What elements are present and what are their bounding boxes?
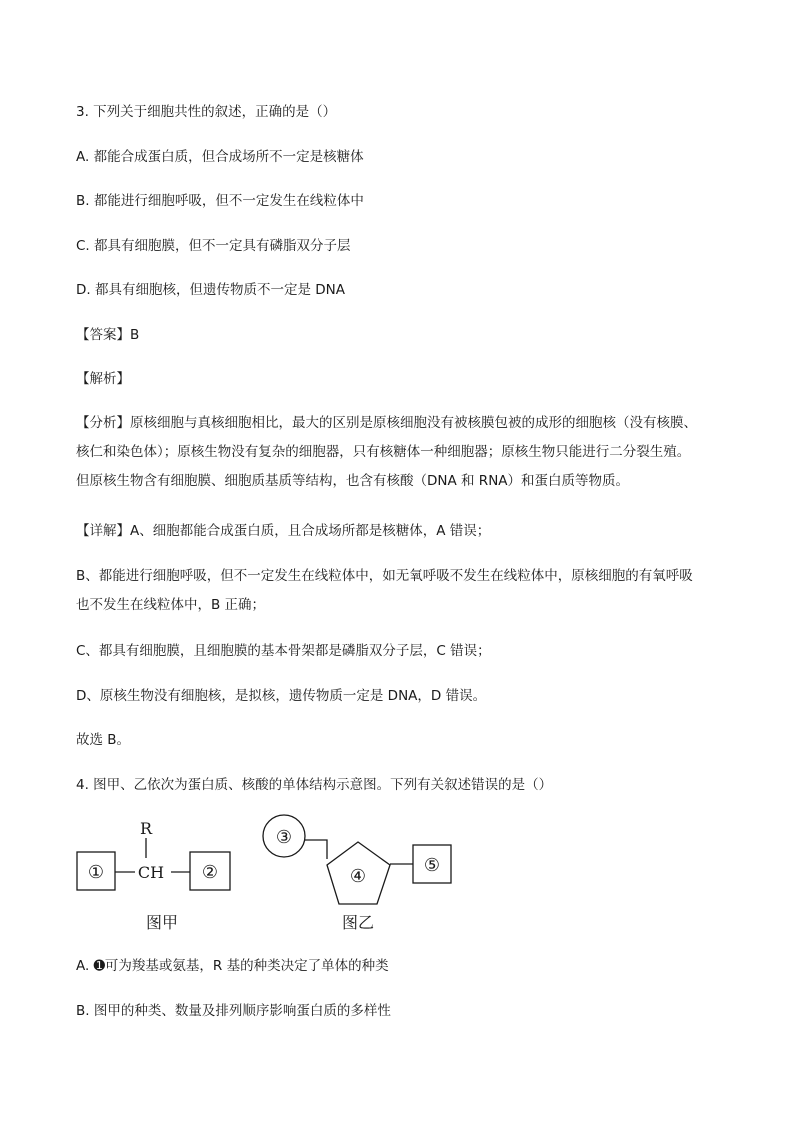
- q3-detail-d: D、原核生物没有细胞核，是拟核，遗传物质一定是 DNA，D 错误。: [76, 688, 487, 704]
- label-3: ③: [275, 827, 293, 848]
- label-4: ④: [349, 866, 367, 887]
- ch-label: CH: [137, 863, 165, 882]
- q3-detail-b: [76, 562, 721, 620]
- q3-option-a: A. 都能合成蛋白质，但合成场所不一定是核糖体: [76, 149, 364, 165]
- figure-yi: [263, 815, 451, 932]
- q4-option-b: B. 图甲的种类、数量及排列顺序影响蛋白质的多样性: [76, 1003, 391, 1019]
- caption-jia: 图甲: [145, 913, 179, 932]
- r-group-label: R: [139, 819, 153, 838]
- q3-conclusion: 故选 B。: [76, 732, 131, 748]
- bond-phosphate: [305, 840, 327, 859]
- label-1: ①: [87, 862, 105, 883]
- q3-detail-c: C、都具有细胞膜，且细胞膜的基本骨架都是磷脂双分子层，C 错误；: [76, 643, 491, 659]
- figure-jia: [77, 819, 230, 932]
- question-4-stem: 4. 图甲、乙依次为蛋白质、核酸的单体结构示意图。下列有关叙述错误的是（）: [76, 777, 553, 793]
- q3-option-d: D. 都具有细胞核，但遗传物质不一定是 DNA: [76, 282, 345, 298]
- caption-yi: 图乙: [341, 913, 375, 932]
- analysis-line: 但原核生物含有细胞膜、细胞质基质等结构，也含有核酸（DNA 和 RNA）和蛋白质等物质。: [76, 473, 630, 489]
- label-2: ②: [201, 862, 219, 883]
- q3-option-b: B. 都能进行细胞呼吸，但不一定发生在线粒体中: [76, 193, 364, 209]
- detail-b-line: 也不发生在线粒体中，B 正确；: [76, 597, 266, 613]
- detail-b-line: B、都能进行细胞呼吸，但不一定发生在线粒体中，如无氧呼吸不发生在线粒体中，原核细胞的有氧呼吸: [76, 568, 693, 584]
- q3-analysis-heading: 【解析】: [76, 371, 130, 387]
- monomer-structure-figure: [70, 812, 470, 937]
- q4-option-a: A. ➊可为羧基或氨基，R 基的种类决定了单体的种类: [76, 958, 389, 974]
- q3-analysis-paragraph: [76, 409, 721, 496]
- q3-detail-a: 【详解】A、细胞都能合成蛋白质，且合成场所都是核糖体，A 错误；: [76, 523, 491, 539]
- analysis-line: 核仁和染色体）；原核生物没有复杂的细胞器，只有核糖体一种细胞器；原核生物只能进行二分裂生殖。: [76, 444, 691, 460]
- question-3-stem: 3. 下列关于细胞共性的叙述，正确的是（）: [76, 104, 337, 120]
- analysis-line: 【分析】原核细胞与真核细胞相比，最大的区别是原核细胞没有被核膜包被的成形的细胞核（没有核膜、: [76, 415, 697, 431]
- q3-answer: 【答案】B: [76, 327, 140, 343]
- label-5: ⑤: [423, 855, 441, 876]
- q3-option-c: C. 都具有细胞膜，但不一定具有磷脂双分子层: [76, 238, 351, 254]
